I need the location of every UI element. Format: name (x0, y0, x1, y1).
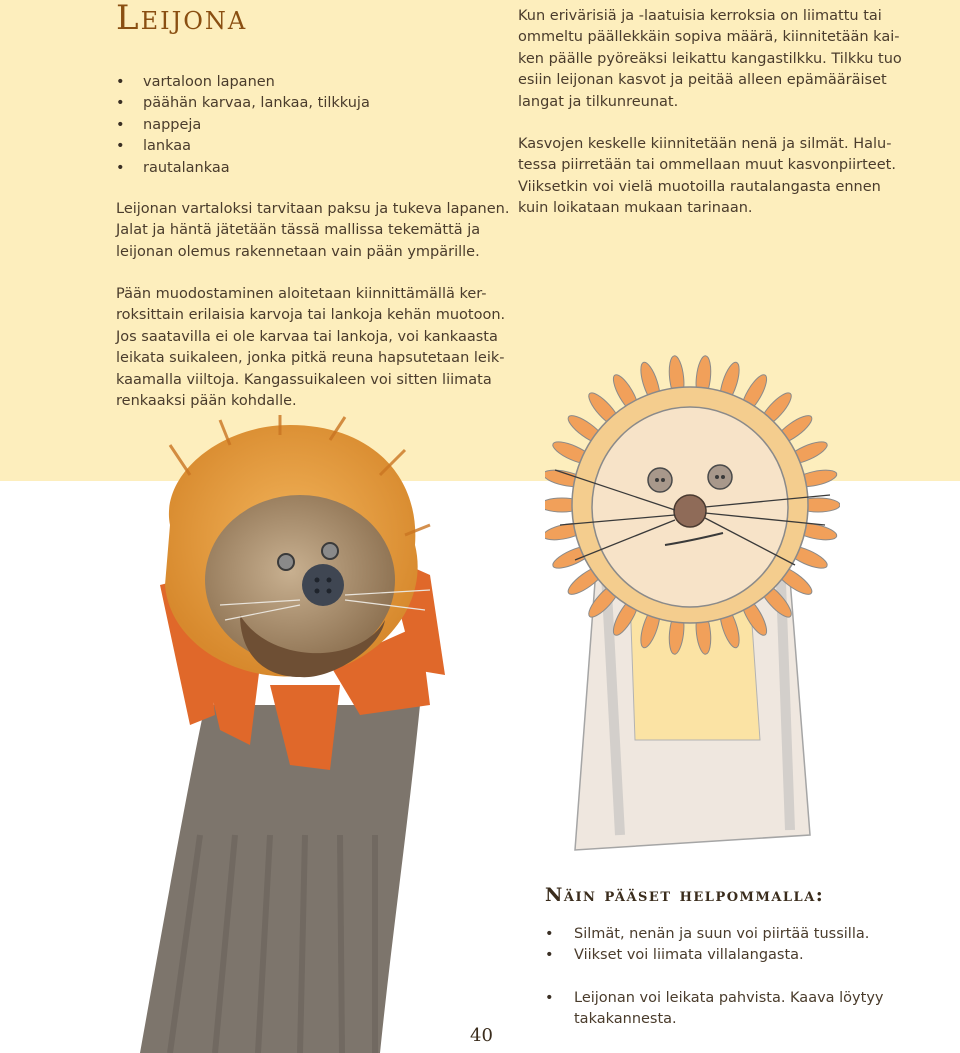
text-line: Kun erivärisiä ja -laatuisia kerroksia on liimattu tai (518, 8, 882, 24)
text-line: Pään muodostaminen aloitetaan kiinnittämällä ker- (116, 286, 487, 302)
text-line: langat ja tilkunreunat. (518, 93, 679, 110)
page-number: 40 (470, 1025, 493, 1046)
material-item: • lankaa (116, 136, 370, 157)
text-line: roksittain erilaisia karvoja tai lankoja kehän muotoon. (116, 307, 506, 324)
text-line: leikata suikaleen, jonka pitkä reuna hapsutetaan leik- (116, 350, 505, 367)
easier-item-line: takakannesta. (574, 1011, 677, 1028)
material-item: • päähän karvaa, lankaa, tilkkuja (116, 93, 370, 114)
body-paragraph-face (518, 134, 896, 220)
material-item: • nappeja (116, 115, 370, 136)
text-line: renkaaksi pään kohdalle. (116, 393, 297, 410)
easier-item-line: Leijonan voi leikata pahvista. Kaava löytyy (574, 989, 884, 1006)
body-paragraph-body-mitten (116, 199, 509, 263)
text-line: kaamalla viiltoja. Kangassuikaleen voi sitten liimata (116, 371, 492, 388)
text-line: tessa piirretään tai ommellaan muut kasvonpiirteet. (518, 157, 896, 174)
text-line: esiin leijonan kasvot ja peitää alleen epämääräiset (518, 72, 887, 89)
easier-item: • Silmät, nenän ja suun voi piirtää tussilla. (545, 924, 883, 945)
easier-item: • Viikset voi liimata villalangasta. (545, 945, 883, 966)
page-title: Leijona (116, 0, 248, 38)
easier-list (545, 924, 883, 1031)
easier-heading: Näin pääset helpommalla: (545, 884, 825, 906)
text-line: leijonan olemus rakennetaan vain pään ympärille. (116, 243, 480, 260)
lion-puppet-drawing (545, 295, 840, 865)
text-line: Leijonan vartaloksi tarvitaan paksu ja tukeva lapanen. (116, 201, 510, 217)
lion-puppet-photo (130, 415, 460, 1053)
body-paragraph-layers (518, 6, 902, 113)
text-line: Viiksetkin voi vielä muotoilla rautalangasta ennen (518, 178, 881, 195)
text-line: Jos saatavilla ei ole karvaa tai lankoja, voi kankaasta (116, 328, 498, 345)
text-line: kuin loikataan mukaan tarinaan. (518, 200, 753, 217)
material-item: • vartaloon lapanen (116, 72, 370, 93)
text-line: Jalat ja häntä jätetään tässä mallissa tekemättä ja (116, 222, 481, 239)
text-line: ken päälle pyöreäksi leikattu kangastilkku. Tilkku tuo (518, 50, 902, 67)
body-paragraph-head-shaping (116, 284, 505, 412)
material-item: • rautalankaa (116, 158, 370, 179)
materials-list (116, 72, 370, 179)
easier-item (545, 988, 883, 1031)
text-line: ommeltu päällekkäin sopiva määrä, kiinnitetään kai- (518, 29, 900, 46)
text-line: Kasvojen keskelle kiinnitetään nenä ja silmät. Halu- (518, 136, 892, 152)
